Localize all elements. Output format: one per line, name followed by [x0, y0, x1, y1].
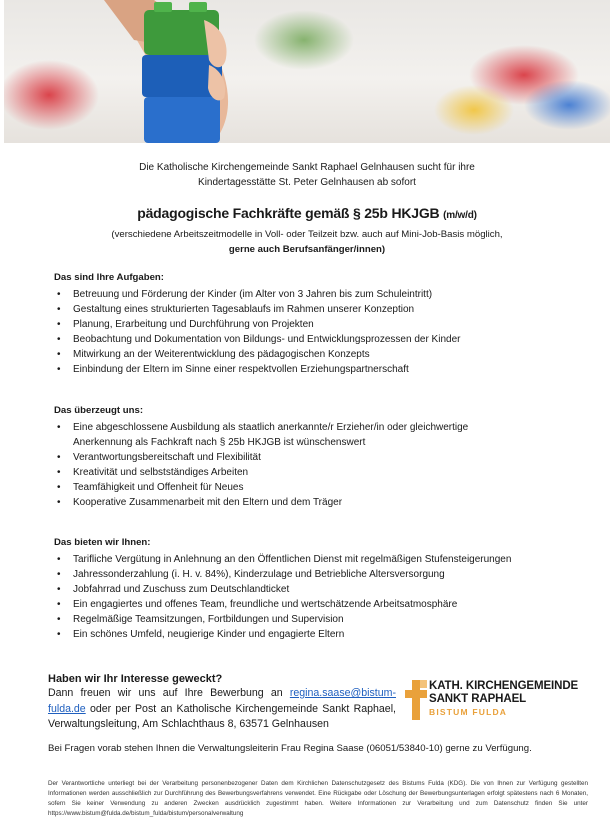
interest-heading: Haben wir Ihr Interesse geweckt? [48, 673, 223, 685]
list-item: • Verantwortungsbereitschaft und Flexibilität [56, 450, 526, 465]
logo-line-1: KATH. KIRCHENGEMEINDE [429, 680, 579, 692]
questions-contact: Bei Fragen vorab stehen Ihnen die Verwaltungsleiterin Frau Regina Saase (06051/53840-10) gerne zu Verfügung. [48, 743, 532, 754]
offers-heading: Das bieten wir Ihnen: [54, 537, 151, 548]
tasks-list [56, 287, 576, 378]
privacy-footer: Der Verantwortliche unterliegt bei der Verarbeitung personenbezogener Daten dem Kirchlichen Datenschutzgesetz des Bistums Fulda (KDG). Die von Ihnen zur Verfügung gestellten Informationen werden ausschließlich zur Durchführung des Bewerbungsverfahrens verwendet. Eine Rückgabe oder Löschung der Bewerbungsunterlagen erfolgt spätestens nach 6 Monaten, sofern Sie keiner Verwendung zu anderen Zwecken ausdrücklich zugestimmt haben. Weitere Informationen zur Verarbeitung und zum Datenschutz finden Sie unter https://www.bistum@fulda.de/bistum_fulda/bistum/personalverwaltung [48, 780, 588, 817]
list-item: • Jahressonderzahlung (i. H. v. 84%), Kinderzulage und Betriebliche Altersversorgung [56, 567, 576, 582]
subtitle-line-2: gerne auch Berufsanfänger/innen) [228, 244, 386, 255]
child-playing-blocks-illustration [4, 0, 610, 143]
list-item: • Tarifliche Vergütung in Anlehnung an den Öffentlichen Dienst mit regelmäßigen Stufensteigerungen [56, 552, 576, 567]
intro-line-1: Die Katholische Kirchengemeinde Sankt Raphael Gelnhausen sucht für ihre [139, 162, 475, 173]
list-item: • Kreativität und selbstständiges Arbeiten [56, 465, 526, 480]
job-title-main: pädagogische Fachkräfte gemäß § 25b HKJGB [137, 205, 440, 221]
job-title-gender-suffix: (m/w/d) [443, 210, 477, 221]
subtitle-line-1: (verschiedene Arbeitszeitmodelle in Voll- oder Teilzeit bzw. auch auf Mini-Job-Basis möglich, [111, 229, 503, 240]
job-subtitle [0, 227, 614, 257]
hero-image [4, 0, 610, 143]
requirements-list [56, 420, 526, 511]
list-item: • Einbindung der Eltern im Sinne einer respektvollen Erziehungspartnerschaft [56, 362, 576, 377]
list-item: • Jobfahrrad und Zuschuss zum Deutschlandticket [56, 582, 576, 597]
list-item: • Ein schönes Umfeld, neugierige Kinder und engagierte Eltern [56, 627, 576, 642]
cross-logo-icon [405, 680, 427, 720]
parish-logo [405, 676, 605, 730]
logo-line-3: BISTUM FULDA [429, 707, 508, 717]
intro-text [0, 160, 614, 190]
list-item: • Planung, Erarbeitung und Durchführung von Projekten [56, 317, 576, 332]
list-item: • Beobachtung und Dokumentation von Bildungs- und Entwicklungsprozessen der Kinder [56, 332, 576, 347]
list-item: • Ein engagiertes und offenes Team, freundliche und wertschätzende Arbeitsatmosphäre [56, 597, 576, 612]
contact-text-before: Dann freuen wir uns auf Ihre Bewerbung an [48, 687, 290, 699]
list-item: • Teamfähigkeit und Offenheit für Neues [56, 480, 526, 495]
intro-line-2: Kindertagesstätte St. Peter Gelnhausen ab sofort [198, 177, 416, 188]
list-item: • Gestaltung eines strukturierten Tagesablaufs im Rahmen unserer Konzeption [56, 302, 576, 317]
list-item: • Regelmäßige Teamsitzungen, Fortbildungen und Supervision [56, 612, 576, 627]
contact-text-after: oder per Post an Katholische Kirchengemeinde Sankt Raphael, Verwaltungsleitung, Am Schlachthaus 8, 63571 Gelnhausen [48, 702, 396, 730]
list-item: • Kooperative Zusammenarbeit mit den Eltern und dem Träger [56, 495, 526, 510]
job-title [0, 205, 614, 221]
application-contact-text [48, 686, 396, 733]
logo-line-2: SANKT RAPHAEL [429, 693, 527, 705]
requirements-heading: Das überzeugt uns: [54, 405, 144, 416]
list-item: • Mitwirkung an der Weiterentwicklung des pädagogischen Konzepts [56, 347, 576, 362]
offers-list [56, 552, 576, 643]
list-item: • Eine abgeschlossene Ausbildung als staatlich anerkannte/r Erzieher/in oder gleichwertige Anerkennung als Fachkraft nach § 25b HKJGB ist wünschenswert [56, 420, 526, 450]
application-email-link[interactable]: regina.saase@bistum-fulda.de [48, 687, 396, 715]
list-item: • Betreuung und Förderung der Kinder (im Alter von 3 Jahren bis zum Schuleintritt) [56, 287, 576, 302]
tasks-heading: Das sind Ihre Aufgaben: [54, 272, 164, 283]
logo-text [429, 680, 578, 718]
